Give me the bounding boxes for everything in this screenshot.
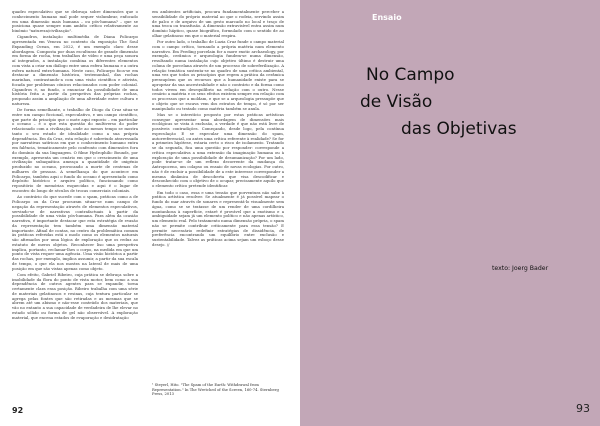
paragraph: De forma semelhante, o trabalho de Diogo da Cruz situa-se entre um campo ficcional, especulativo, e um campo científico, que parte do princípio que o mote aqui exposto – em particular o oceano – é o que esta questão do multiverso do poder relacionado com a civilização, onde ao menos tempo se mostra tanto o seu estado de idealidade como a sua própria dependência. Em da Cruz, esta relação é sobretudo atravessada por narrativas satíricas em que o conhecimento humano entra em falência, tematicamente pelo confronto com dimensões fora do domínio da sua linguagem. O filme Hydrophilic Bounds, por exemplo, apresenta um cenário em que o crescimento de uma civilização subaquática ameaça a quantidade de oxigénio produzido no oceano, provocando a morte de centenas de milhares de pessoas. A semelhança do que acontece em Policarpo, também aqui o fundo do oceano é apresentado como depósito histórico e arquivo político, funcionando como repositório de memórias esquecidas e aqui é o lugar de encontro do longo de séculos de trocas comerciais coloniais. (12, 107, 138, 193)
page-number-left: 92 (12, 406, 24, 415)
paragraph: Em todo o caso, essa e uma tensão que porventura não sabe à prática artística resolver. Se atualmente é já possível mapear o fundo do mar através de sonares e representá-lo visualmente sem água, como se se tratasse de um render de uma cordilheira montanhosa à superfície, estaré é provável que a exotismo e a ambiguidade sejam já um elemento político e não apenas artístico, um elemento real. Pelo tratamento numa dimensão própria, o spam não se permite contribuir criticamente para essa tensão? E permite necessário redefinir estratégias de dissidência, de preferência encontrando um equilíbrio entre exclusão e sustentabilidade. Talvez as práticas acima sejam um esboço desse desejo. // (152, 189, 284, 247)
section-label: Ensaio (372, 13, 402, 22)
paragraph: em ambientes artificiais, procura fundamentalmente perceber a sensibilidade do próprio material ao que o rodeia, servindo assim de palco e de arquivo de um gesto marcado no local e traço de uma troca ou transfusão. A dimensão extravisível entra assim num domínio háptico, quase biográfico, formulado com o sentido de ao olhar gelatinoso em que o material respira. (152, 9, 284, 38)
footnote: ¹ Steyerl, Hito. "The Spam of the Earth: Withdrawal from Representation." In The Wretched of the Screen, 160-74. Sternberg Press, 2013 (152, 383, 279, 397)
paragraph: quadro especulativo que se debruça sobre dimensões que o conhecimento humano mal pode sequer vislumbrar, enfocado em uma dimensão mais humana – ou pós-humana? – que se posiciona quase sempre num ambíto crítico relativamente ao binómio "natureza/civilização". (12, 9, 138, 33)
title-line-3: das Objetivas (401, 119, 517, 139)
page-number-right: 93 (576, 402, 590, 415)
right-page (300, 0, 600, 426)
paragraph: Por outro lado, o trabalho de Luzia Cruz funde o campo material com o campo crítico, tornando a própria matéria num elemento narrativo. Em Feeding porcelain for a more exotic archaeology, por exemplo, cerâmica e arqueologia fundem-se numa dimensão, resultando numa instalação cujo objetivo último é destruir uma coluna de porcelana através de um processo de sobreferilização. A relação temática sustenta-se no quadro de uma crítica ambiental, uma vez que todos os princípios que regem a prática da cerâmica pressupõem que os recursos que a humanidade existe para se apropriar da sua ancestralidade e não o contrário e da forma como todos vivem em desequilíbrio na relação com o outro. Nesse cenário a matéria e os seus efeitos existem sempre em relação com os processos que a moldam, e que se a arqueologia pressupõe que o objeto que se escava vem dos estratos de tempo, é só por ser manipulado ou tratado como matéria também se anula. (152, 39, 284, 111)
author-credit: texto: Joerg Bader (492, 265, 549, 272)
article-title (308, 62, 598, 143)
text-column-right (152, 10, 284, 249)
paragraph: Mas se o interstício proposto por estas práticas artísticas consegue apresentar uma abordagem de dimensões mais ecológicas se vista à exclusão, a verdade é que não está livre de possíveis contradições. Começando, desde logo, pela contínua especulação E se especular uma dimensão do spam, autorreferencial, ou antes uma crítica referente à realidade? Se for a primeira hipótese, estaria certo o risco de isolamento. Tratando se da segunda, fica uma questão por responder: corresponde a crítica especulativa a uma extensão da imaginação humana ou à exploração de uma possibilidade de desumanização? Por um lado, pode tratar-se de um reflexo decorrente da mudança do Antropoceno, um colapso ou ensaio de novas ecologias. Por outro, não é de excluir a possibilidade de a este interesse corresponder a mesma dinâmica de descoberta que visa descodificar e desconhecido com o objetivo de o ocupar, precisamente aquilo que o elemento crítico pretende identificar. (152, 111, 284, 189)
paragraph: Ao contrário do que sucede com o spam, práticas como a de Policarpo ou da Cruz procuram situar-se num campo de negação da representação através de elementos especulativos, servindo-se de narrativas contrafactuais à partir da possibilidade de uma visão pós-humana. Para além da ocasião narrativa, é importante destacar que esta estratégia de evasão da representação tem também uma dimensão material importante. Afinal de contas, no centro da problemática comum às práticas referidas está o modo como os elementos naturais são afirmados por uma lógica de exploração que os reduz ao estatuto de meros objetos. Reconhecer liso uma perspetiva implica, portanto, reclamar-lhes o corpo, na medida em que um ponto de vista requer uma agência. Uma visão histórica a partir das rochas, por exemplo, implica assumir, a partir da sua escala de tempo, o que ela nos mostra na lateral de mais de uma posição em que são vistas apenas como objeto. (12, 194, 138, 271)
title-line-2: de Visão (360, 92, 433, 112)
paragraph: Cigandros, instalação multimédia de Diana Policarpo apresentada em Veneza no contexto da exposição The Soul Expanding Ocean, em 2022, é um exemplo claro desse abordagem. Composta por duas esculturas de grande dimensão em forma de rocha, tem trabalhos de vídeo e uma peça sonora aí integrados, a instalação combina os diferentes elementos com vista a criar um diálogo entre uma esfera humana e a outra esfera natural extra-humana. Neste caso, Policarpo foca-se em destacar a dimensão histórica, testemunhal, das rochas marinhas, contrastando-a com uma visão científica e ativista, focada por problemas cónicos relacionados com poder colonial. Cigandros é, no fundo, o enunciar da possibilidade de uma história feita a partir da perspetiva das próprias rochas, propondo assim a ampliação de uma alteridade entre cultura e natureza. (12, 34, 138, 106)
text-column-left (12, 10, 138, 322)
paragraph: Com efeito, Gabriel Ribeiro, cuja prática se debruça sobre a imobilidade da flora do ponto de vista motor, bem como a sua dependência de outros agentes para se expandir, torna certamente clara essa posição. Ribeiro trabalha com uma série de materiais gelatinosos e resinas, cuja textura particular se agrega pelas fontes que são retiradas e as mesmas que se abrem até um abismo e não-esse conteúdo dos materiais, que vão no entanto a sua capacidade de verdadeira de lhe elevar no estado sólido ou forma de gel não observável. A exploração material, que encena estados de evaporação e desidratação (12, 271, 138, 320)
title-line-1: No Campo (366, 65, 455, 85)
